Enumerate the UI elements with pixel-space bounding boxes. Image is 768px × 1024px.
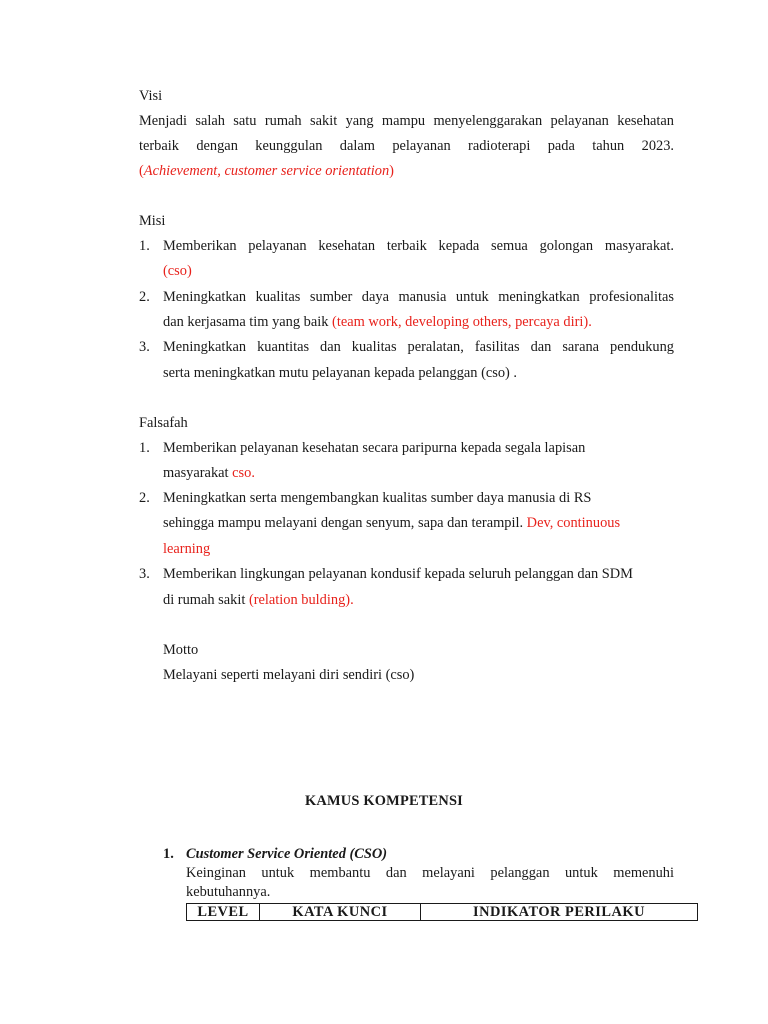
- section-1-desc-line-2: kebutuhannya.: [186, 884, 271, 900]
- visi-note: Achievement, customer service orientation: [143, 163, 390, 179]
- section-1-number: 1.: [163, 846, 174, 862]
- table-header-row: [187, 904, 698, 921]
- falsafah-item-1-line-2: masyarakat: [163, 465, 229, 481]
- table-header-kata-kunci: KATA KUNCI: [260, 904, 421, 921]
- misi-title: Misi: [139, 213, 166, 229]
- visi-line-2: terbaik dengan keunggulan dalam pelayanan radioterapi pada tahun 2023.: [139, 138, 674, 154]
- misi-item-3-number: 3.: [139, 339, 150, 355]
- table-header-indikator-perilaku: INDIKATOR PERILAKU: [421, 904, 698, 921]
- table-header-level: LEVEL: [187, 904, 260, 921]
- misi-item-2-number: 2.: [139, 289, 150, 305]
- falsafah-item-1-note: cso.: [232, 465, 255, 481]
- misi-item-2-line-2-wrap: [163, 313, 674, 331]
- falsafah-item-2-line-3-wrap: [163, 540, 674, 558]
- falsafah-item-2-line-3: learning: [163, 541, 211, 557]
- misi-item-2-tail: .: [588, 314, 592, 330]
- falsafah-item-3-line-1: Memberikan lingkungan pelayanan kondusif kepada seluruh pelanggan dan SDM: [163, 566, 633, 582]
- falsafah-item-3-line-2-wrap: [163, 591, 674, 609]
- visi-note-open: (: [139, 163, 144, 179]
- falsafah-item-1-line-1: Memberikan pelayanan kesehatan secara paripurna kepada segala lapisan: [163, 440, 586, 456]
- falsafah-item-1-line-2-wrap: [163, 464, 674, 482]
- visi-title: Visi: [139, 88, 163, 104]
- motto-text: Melayani seperti melayani diri sendiri (cso): [163, 667, 415, 683]
- falsafah-item-2-line-2-wrap: [163, 514, 674, 532]
- kamus-kompetensi-heading: KAMUS KOMPETENSI: [305, 793, 463, 809]
- section-1-desc-line-1: Keinginan untuk membantu dan melayani pelanggan untuk memenuhi: [186, 865, 674, 881]
- misi-item-1-note: (cso): [163, 263, 192, 279]
- section-1-title: Customer Service Oriented (CSO): [186, 846, 388, 862]
- falsafah-item-3-number: 3.: [139, 566, 150, 582]
- falsafah-item-3-note: (relation bulding): [248, 592, 351, 608]
- falsafah-item-2-note: Dev, continuous: [526, 515, 621, 531]
- falsafah-title: Falsafah: [139, 415, 188, 431]
- misi-item-2-line-2: dan kerjasama tim yang baik: [163, 314, 329, 330]
- misi-item-3-line-2: serta meningkatkan mutu pelayanan kepada pelanggan (cso) .: [163, 365, 518, 381]
- falsafah-item-3-tail: .: [350, 592, 354, 608]
- falsafah-item-2-number: 2.: [139, 490, 150, 506]
- misi-item-2-line-1: Meningkatkan kualitas sumber daya manusia untuk meningkatkan profesionalitas: [163, 289, 674, 305]
- visi-note-line: [139, 162, 674, 180]
- falsafah-item-2-line-2: sehingga mampu melayani dengan senyum, sapa dan terampil.: [163, 515, 524, 531]
- falsafah-item-3-line-2: di rumah sakit: [163, 592, 246, 608]
- misi-item-1-line-1: Memberikan pelayanan kesehatan terbaik kepada semua golongan masyarakat.: [163, 238, 674, 254]
- visi-line-1: Menjadi salah satu rumah sakit yang mampu menyelenggarakan pelayanan kesehatan: [139, 113, 674, 129]
- misi-item-3-line-1: Meningkatkan kuantitas dan kualitas peralatan, fasilitas dan sarana pendukung: [163, 339, 674, 355]
- misi-item-1-note-line: [163, 262, 674, 280]
- kompetensi-table: [186, 903, 698, 921]
- motto-title: Motto: [163, 642, 199, 658]
- falsafah-item-1-number: 1.: [139, 440, 150, 456]
- visi-note-close: ): [389, 163, 394, 179]
- falsafah-item-2-line-1: Meningkatkan serta mengembangkan kualitas sumber daya manusia di RS: [163, 490, 592, 506]
- misi-item-2-note: (team work, developing others, percaya diri): [332, 314, 589, 330]
- misi-item-1-number: 1.: [139, 238, 150, 254]
